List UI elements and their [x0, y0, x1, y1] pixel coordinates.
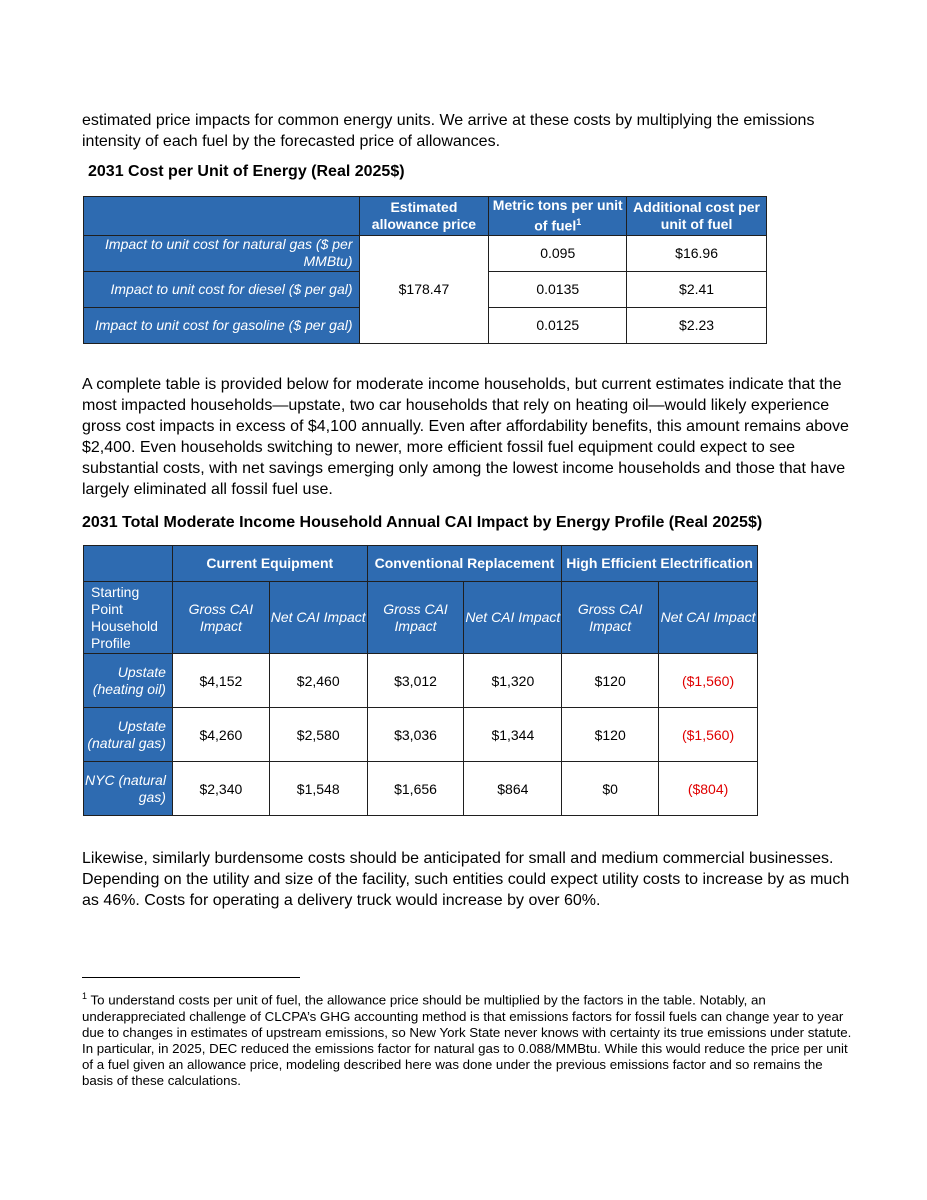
row-label-natural-gas: Impact to unit cost for natural gas ($ per MMBtu): [84, 235, 360, 271]
table-cell: $1,344: [464, 708, 562, 762]
middle-paragraph: A complete table is provided below for moderate income households, but current estimates indicate that the most impacted households—upstate, two car households that rely on heating oil—would likely experience gross cost impacts in excess of $4,100 annually. Even after affordability benefits, this amount remains above $2,400. Even households switching to newer, more efficient fossil fuel equipment could expect to see substantial costs, with net savings emerging only among the lowest income households and those that have largely eliminated all fossil fuel use.: [82, 376, 849, 498]
table-cell: $3,036: [367, 708, 464, 762]
footnote-ref[interactable]: 1: [576, 217, 582, 227]
footnote: [82, 988, 852, 1090]
metric-tons-diesel: 0.0135: [489, 271, 627, 307]
table-cell: $2,340: [172, 762, 269, 816]
table1-corner-cell: [84, 197, 360, 236]
allowance-price-value: $178.47: [359, 235, 489, 343]
cost-per-unit-table: [83, 196, 767, 344]
group-current-equipment: Current Equipment: [172, 546, 367, 582]
row-label-upstate-heating-oil: Upstate (heating oil): [84, 654, 173, 708]
table-cell: $120: [562, 654, 659, 708]
table-cell: $1,656: [367, 762, 464, 816]
subheader-net-conventional: Net CAI Impact: [464, 582, 562, 654]
group-high-efficient-electrification: High Efficient Electrification: [562, 546, 758, 582]
metric-tons-natural-gas: 0.095: [489, 235, 627, 271]
table-cell: $3,012: [367, 654, 464, 708]
subheader-gross-conventional: Gross CAI Impact: [367, 582, 464, 654]
header-metric-tons-label: Metric tons per unit of fuel: [492, 197, 623, 234]
row-label-nyc-natural-gas: NYC (natural gas): [84, 762, 173, 816]
corner-label: Starting Point Household Profile: [84, 582, 173, 654]
additional-cost-diesel: $2.41: [627, 271, 767, 307]
table-cell: $4,260: [172, 708, 269, 762]
subheader-gross-current: Gross CAI Impact: [172, 582, 269, 654]
table-cell: $120: [562, 708, 659, 762]
table-cell: $4,152: [172, 654, 269, 708]
header-additional-cost: Additional cost per unit of fuel: [627, 197, 767, 236]
subheader-gross-electrification: Gross CAI Impact: [562, 582, 659, 654]
table2-title: 2031 Total Moderate Income Household Annual CAI Impact by Energy Profile (Real 2025$): [82, 514, 763, 531]
table-cell: $1,548: [269, 762, 367, 816]
table-cell: $0: [562, 762, 659, 816]
metric-tons-gasoline: 0.0125: [489, 307, 627, 343]
table-cell: $864: [464, 762, 562, 816]
additional-cost-gasoline: $2.23: [627, 307, 767, 343]
footnote-marker: 1: [82, 991, 88, 1001]
table2-corner-top: [84, 546, 173, 582]
header-metric-tons: [489, 197, 627, 236]
row-label-gasoline: Impact to unit cost for gasoline ($ per gal): [84, 307, 360, 343]
table-cell: $2,580: [269, 708, 367, 762]
group-conventional-replacement: Conventional Replacement: [367, 546, 562, 582]
table-cell-negative: ($1,560): [659, 654, 758, 708]
table-cell-negative: ($804): [659, 762, 758, 816]
table-cell: $1,320: [464, 654, 562, 708]
table-cell-negative: ($1,560): [659, 708, 758, 762]
header-allowance-price: Estimated allowance price: [359, 197, 489, 236]
footnote-divider: [82, 977, 300, 978]
subheader-net-current: Net CAI Impact: [269, 582, 367, 654]
additional-cost-natural-gas: $16.96: [627, 235, 767, 271]
footnote-text: To understand costs per unit of fuel, the allowance price should be multiplied by the factors in the table. Notably, an underappreciated challenge of CLCPA’s GHG accounting method is that emissions factors for fossil fuels can change year to year due to changes in estimates of upstream emissions, so New York State never knows with certainty its true emissions under statute. In particular, in 2025, DEC reduced the emissions factor for natural gas to 0.088/MMBtu. While this would reduce the price per unit of a fuel given an allowance price, modeling described here was done under the previous emissions factor and so remains the basis of these calculations.: [82, 992, 852, 1089]
table-cell: $2,460: [269, 654, 367, 708]
subheader-net-electrification: Net CAI Impact: [659, 582, 758, 654]
row-label-upstate-natural-gas: Upstate (natural gas): [84, 708, 173, 762]
table1-title: 2031 Cost per Unit of Energy (Real 2025$): [88, 163, 405, 180]
household-impact-table: [83, 545, 758, 816]
row-label-diesel: Impact to unit cost for diesel ($ per gal): [84, 271, 360, 307]
closing-paragraph: Likewise, similarly burdensome costs should be anticipated for small and medium commercial businesses. Depending on the utility and size of the facility, such entities could expect utility costs to increase by as much as 46%. Costs for operating a delivery truck would increase by over 60%.: [82, 850, 850, 909]
intro-paragraph: estimated price impacts for common energy units. We arrive at these costs by multiplying the emissions intensity of each fuel by the forecasted price of allowances.: [82, 112, 815, 150]
